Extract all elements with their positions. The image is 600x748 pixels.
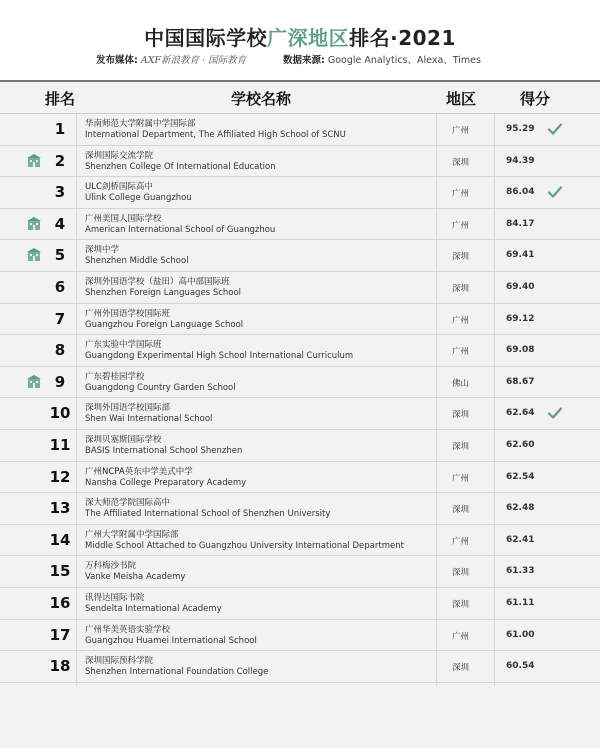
school-name-en: Ulink College Guangzhou xyxy=(85,193,192,204)
region-label: 广州 xyxy=(452,347,470,358)
school-name-en: Shenzhen International Foundation College xyxy=(85,667,269,678)
score-value: 61.00 xyxy=(506,629,535,640)
table-row xyxy=(0,146,600,178)
school-name-en: The Affiliated International School of Shenzhen University xyxy=(85,509,331,520)
school-name-cn: 深圳外国语学校国际部 xyxy=(85,403,171,414)
rank-number: 7 xyxy=(54,309,66,328)
rank-number: 11 xyxy=(49,435,71,454)
score-value: 62.64 xyxy=(506,408,535,419)
rank-number: 4 xyxy=(54,214,66,233)
school-name-cn: 华南师范大学附属中学国际部 xyxy=(85,119,196,129)
score-value: 62.60 xyxy=(506,439,535,450)
table-row xyxy=(0,588,600,620)
rank-number: 9 xyxy=(54,372,66,391)
region-label: 广州 xyxy=(452,473,470,484)
region-label: 深圳 xyxy=(452,283,470,294)
score-value: 69.12 xyxy=(506,313,535,324)
score-value: 86.04 xyxy=(506,187,535,198)
school-name-en: Shenzhen College Of International Education xyxy=(85,161,276,172)
source-value: Google Analytics、Alexa、Times xyxy=(327,55,481,66)
school-name-en: Guangzhou Huamei International School xyxy=(85,635,257,646)
score-value: 60.54 xyxy=(506,661,535,672)
school-name-cn: 广州NCPA英东中学美式中学 xyxy=(85,466,193,477)
school-name-cn: 广州大学附属中学国际部 xyxy=(85,529,179,540)
school-building-icon xyxy=(27,375,41,388)
school-building-icon xyxy=(27,217,41,230)
region-label: 广州 xyxy=(452,220,470,231)
school-name-cn: 广州华美英语实验学校 xyxy=(85,624,171,635)
school-name-en: Guangdong Experimental High School International Curriculum xyxy=(85,351,354,362)
region-label: 广州 xyxy=(452,536,470,547)
score-value: 61.33 xyxy=(506,566,535,577)
rank-number: 2 xyxy=(54,151,66,170)
media-value: AXF新浪教育 · 国际教育 xyxy=(140,55,247,66)
title-tail: 排名·2021 xyxy=(349,26,456,50)
region-label: 深圳 xyxy=(452,505,470,516)
school-name-en: Guangzhou Foreign Language School xyxy=(85,319,244,330)
page-header xyxy=(0,0,600,80)
school-name-en: BASIS International School Shenzhen xyxy=(85,445,243,456)
school-name-en: American International School of Guangzhou xyxy=(85,224,276,235)
score-value: 62.48 xyxy=(506,503,535,514)
school-name-en: International Department, The Affiliated High School of SCNU xyxy=(85,130,346,140)
rank-number: 6 xyxy=(54,277,66,296)
table-row xyxy=(0,430,600,462)
school-name-en: Nansha College Preparatory Academy xyxy=(85,477,247,488)
school-name-cn: 广州外国语学校国际班 xyxy=(85,308,171,319)
school-name-cn: 万科梅沙书院 xyxy=(85,561,137,572)
school-building-icon xyxy=(27,154,41,167)
school-name-cn: 深圳中学 xyxy=(85,245,120,256)
school-name-cn: 广东实验中学国际班 xyxy=(85,340,162,351)
score-value: 69.40 xyxy=(506,281,535,292)
table-row xyxy=(0,556,600,588)
column-header-score: 得分 xyxy=(520,90,551,108)
table-row xyxy=(0,240,600,272)
school-name-cn: 广州美国人国际学校 xyxy=(85,213,162,224)
rank-number: 18 xyxy=(49,657,71,676)
score-value: 94.39 xyxy=(506,155,535,166)
data-source xyxy=(283,52,481,66)
table-row xyxy=(0,209,600,241)
school-name-en: Middle School Attached to Guangzhou University International Department xyxy=(85,540,404,551)
region-label: 广州 xyxy=(452,189,470,200)
school-name-cn: 深圳国际交流学院 xyxy=(85,150,154,161)
school-name-cn: 深圳贝塞斯国际学校 xyxy=(85,434,162,445)
column-header-name: 学校名称 xyxy=(231,90,292,108)
school-name-cn: 深大师范学院国际高中 xyxy=(85,498,171,509)
title-main: 中国国际学校 xyxy=(144,26,268,50)
score-value: 69.41 xyxy=(506,250,535,261)
rank-number: 13 xyxy=(49,499,71,518)
rank-number: 14 xyxy=(49,530,71,549)
region-label: 深圳 xyxy=(452,157,470,168)
school-name-en: Shenzhen Middle School xyxy=(85,256,189,267)
score-value: 69.08 xyxy=(506,345,535,356)
region-label: 佛山 xyxy=(452,378,470,389)
school-name-en: Sendelta International Academy xyxy=(85,603,222,614)
score-value: 84.17 xyxy=(506,218,535,229)
region-label: 广州 xyxy=(452,631,470,642)
table-body xyxy=(0,114,600,683)
table-row xyxy=(0,114,600,146)
rank-number: 15 xyxy=(49,562,71,581)
table-row xyxy=(0,304,600,336)
table-row xyxy=(0,367,600,399)
table-row xyxy=(0,651,600,683)
school-name-en: Shenzhen Foreign Languages School xyxy=(85,287,242,298)
column-header-rank: 排名 xyxy=(45,90,76,108)
title-highlight: 广深地区 xyxy=(267,26,350,50)
rank-number: 3 xyxy=(54,183,66,202)
rank-number: 1 xyxy=(54,120,66,138)
school-name-cn: ULC剑桥国际高中 xyxy=(85,182,153,193)
school-name-cn: 讯得达国际书院 xyxy=(85,592,145,603)
source-label: 数据来源: xyxy=(283,55,325,66)
school-name-cn: 深圳国际预科学院 xyxy=(85,656,154,667)
ranking-table xyxy=(0,80,600,748)
table-row xyxy=(0,493,600,525)
media-label: 发布媒体: xyxy=(96,55,138,66)
table-row xyxy=(0,272,600,304)
rank-number: 10 xyxy=(49,404,71,423)
score-value: 62.54 xyxy=(506,471,535,482)
rank-number: 17 xyxy=(49,625,71,644)
region-label: 广州 xyxy=(452,315,470,326)
checkmark-icon xyxy=(547,405,563,421)
school-name-en: Shen Wai International School xyxy=(85,414,213,425)
rank-number: 5 xyxy=(54,246,66,265)
region-label: 深圳 xyxy=(452,252,470,263)
column-header-region: 地区 xyxy=(446,90,477,108)
school-name-cn: 深圳外国语学校（盐田）高中部国际班 xyxy=(85,276,230,287)
score-value: 61.11 xyxy=(506,597,535,608)
table-row xyxy=(0,525,600,557)
region-label: 深圳 xyxy=(452,410,470,421)
checkmark-icon xyxy=(547,184,563,200)
school-building-icon xyxy=(27,248,41,261)
rank-number: 8 xyxy=(54,341,66,360)
score-value: 62.41 xyxy=(506,534,535,545)
table-row xyxy=(0,177,600,209)
region-label: 深圳 xyxy=(452,599,470,610)
table-row xyxy=(0,620,600,652)
score-value: 68.67 xyxy=(506,376,535,387)
table-row xyxy=(0,335,600,367)
school-name-cn: 广东碧桂园学校 xyxy=(85,371,145,382)
table-row xyxy=(0,398,600,430)
region-label: 深圳 xyxy=(452,663,470,674)
school-name-en: Vanke Meisha Academy xyxy=(85,572,186,583)
region-label: 深圳 xyxy=(452,568,470,579)
score-value: 95.29 xyxy=(506,124,535,134)
region-label: 广州 xyxy=(452,126,470,136)
checkmark-icon xyxy=(547,121,563,137)
rank-number: 12 xyxy=(49,467,71,486)
rank-number: 16 xyxy=(49,593,71,612)
region-label: 深圳 xyxy=(452,441,470,452)
table-row xyxy=(0,462,600,494)
school-name-en: Guangdong Country Garden School xyxy=(85,382,236,393)
publish-media xyxy=(96,52,246,66)
table-header xyxy=(0,82,600,114)
page-title xyxy=(0,22,600,51)
